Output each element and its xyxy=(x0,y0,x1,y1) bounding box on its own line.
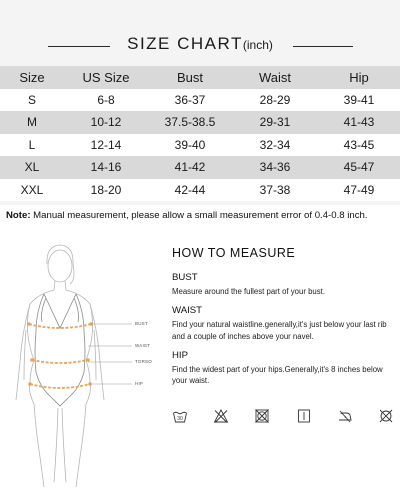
cell-hip: 41-43 xyxy=(343,115,375,130)
cell-us-size: 10-12 xyxy=(90,115,122,130)
cell-size: S xyxy=(27,92,36,107)
no-tumble-dry-icon xyxy=(254,408,270,424)
cell-waist: 37-38 xyxy=(259,182,291,197)
cell-waist: 28-29 xyxy=(259,92,291,107)
cell-waist: 32-34 xyxy=(259,137,291,152)
body-figure xyxy=(0,232,160,500)
size-table xyxy=(0,66,400,201)
cell-waist: 34-36 xyxy=(259,160,291,175)
body-outline-illustration xyxy=(0,232,160,500)
cell-size: L xyxy=(28,137,36,152)
cell-us-size: 6-8 xyxy=(97,92,115,107)
section-waist-text: Find your natural waistline.generally,it's just below your last rib and a couple of inches above your navel. xyxy=(172,320,387,341)
section-waist xyxy=(172,305,396,342)
header-bust: Bust xyxy=(176,69,203,85)
cell-hip: 39-41 xyxy=(343,92,375,107)
header-size: Size xyxy=(19,69,45,85)
how-to-measure xyxy=(172,246,396,394)
section-waist-title: WAIST xyxy=(172,305,203,317)
size-chart-title-text: SIZE CHART xyxy=(127,34,243,53)
section-hip xyxy=(172,350,396,387)
section-hip-text: Find the widest part of your hips.Generally,it's 8 inches below your waist. xyxy=(172,364,383,386)
header-waist: Waist xyxy=(258,69,292,85)
cell-hip: 43-45 xyxy=(343,137,375,152)
table-header-row xyxy=(0,66,400,89)
table-row xyxy=(0,111,400,134)
wash-30-icon xyxy=(172,408,188,424)
cell-bust: 37.5-38.5 xyxy=(164,115,216,130)
section-hip-title: HIP xyxy=(172,349,188,361)
marker-bust: BUST xyxy=(135,321,148,326)
note-text: Manual measurement, please allow a small measurement error of 0.4-0.8 inch. xyxy=(30,210,368,221)
cell-size: M xyxy=(27,115,37,130)
cell-size: XXL xyxy=(20,182,44,197)
size-chart-panel xyxy=(0,0,400,205)
size-chart-unit: (inch) xyxy=(242,38,273,52)
size-chart-header xyxy=(0,24,400,64)
how-to-measure-title: HOW TO MEASURE xyxy=(172,246,296,260)
marker-waist: WAIST xyxy=(135,343,151,348)
care-instructions xyxy=(172,408,394,424)
cell-us-size: 14-16 xyxy=(90,160,122,175)
table-row xyxy=(0,89,400,112)
section-bust-title: BUST xyxy=(172,272,198,283)
header-us-size: US Size xyxy=(82,69,130,85)
marker-torso: TORSO xyxy=(135,359,152,364)
title-divider-right xyxy=(293,46,353,47)
note-label: Note: xyxy=(6,210,31,221)
table-row xyxy=(0,156,400,179)
section-bust xyxy=(172,272,396,297)
line-dry-icon xyxy=(296,408,312,424)
header-hip: Hip xyxy=(349,69,369,85)
cell-bust: 41-42 xyxy=(174,160,206,175)
cell-bust: 39-40 xyxy=(174,137,206,152)
no-dry-clean-icon xyxy=(378,408,394,424)
cell-bust: 42-44 xyxy=(174,182,206,197)
cell-hip: 45-47 xyxy=(343,160,375,175)
marker-hip: HIP xyxy=(135,381,144,386)
cell-bust: 36-37 xyxy=(174,92,206,107)
no-bleach-icon xyxy=(213,408,229,424)
cell-size: XL xyxy=(24,160,40,175)
cell-hip: 47-49 xyxy=(343,182,375,197)
cell-us-size: 18-20 xyxy=(90,182,122,197)
wash-temp-label: 30 xyxy=(177,416,183,422)
cell-waist: 29-31 xyxy=(259,115,291,130)
size-chart-title xyxy=(0,34,400,54)
table-row xyxy=(0,179,400,202)
section-bust-text: Measure around the fullest part of your bust. xyxy=(172,287,325,296)
iron-low-icon xyxy=(337,408,353,424)
measurement-note xyxy=(6,210,398,221)
table-row xyxy=(0,134,400,157)
cell-us-size: 12-14 xyxy=(90,137,122,152)
